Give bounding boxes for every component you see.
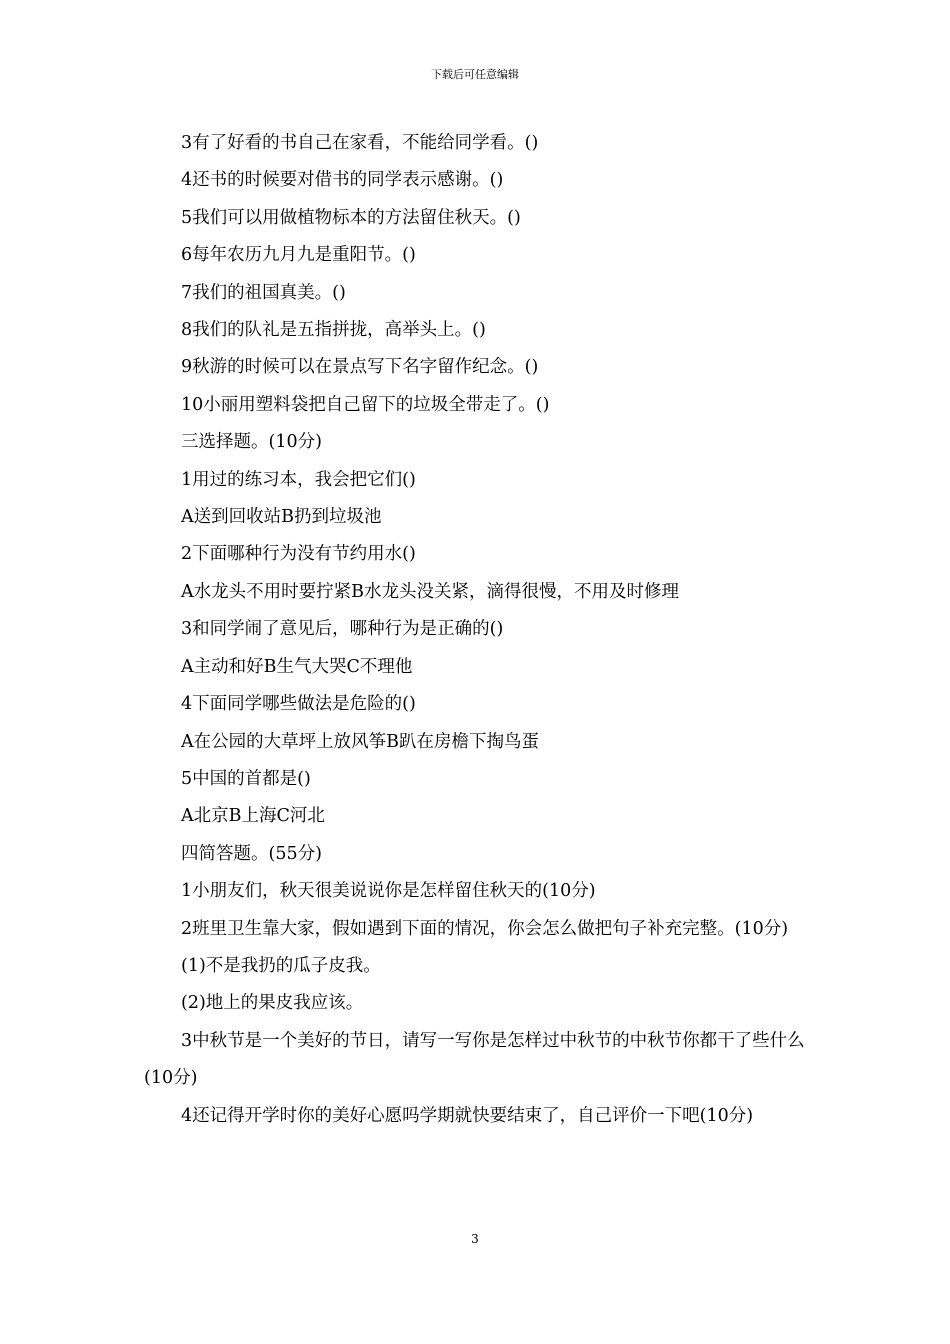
text-line: 10小丽用塑料袋把自己留下的垃圾全带走了。()	[181, 394, 550, 415]
sub-question: (2)地上的果皮我应该。	[181, 993, 364, 1014]
question: 2班里卫生靠大家，假如遇到下面的情况，你会怎么做把句子补充完整。(10分)	[181, 918, 789, 939]
question: 1用过的练习本，我会把它们()	[181, 469, 416, 490]
text-line: 4还书的时候要对借书的同学表示感谢。()	[181, 170, 504, 191]
page-header: 下载后可任意编辑	[431, 68, 519, 81]
text-line: 7我们的祖国真美。()	[181, 282, 346, 303]
question: 4还记得开学时你的美好心愿吗学期就快要结束了，自己评价一下吧(10分)	[181, 1105, 754, 1126]
text-line: 9秋游的时候可以在景点写下名字留作纪念。()	[181, 357, 539, 378]
section-heading: 四简答题。(55分)	[181, 843, 322, 864]
text-line: 3有了好看的书自己在家看，不能给同学看。()	[181, 133, 539, 153]
answer-options: A送到回收站B扔到垃圾池	[181, 507, 382, 528]
text-line: 8我们的队礼是五指拼拢，高举头上。()	[181, 320, 486, 341]
answer-options: A在公园的大草坪上放风筝B趴在房檐下掏鸟蛋	[181, 731, 539, 752]
text-line: 6每年农历九月九是重阳节。()	[181, 245, 416, 266]
text-line: 5我们可以用做植物标本的方法留住秋天。()	[181, 207, 521, 228]
question: 4下面同学哪些做法是危险的()	[181, 694, 416, 715]
answer-options: A水龙头不用时要拧紧B水龙头没关紧，滴得很慢，不用及时修理	[181, 581, 679, 602]
question: 5中国的首都是()	[181, 768, 311, 789]
question: 2下面哪种行为没有节约用水()	[181, 544, 416, 565]
question: 1小朋友们，秋天很美说说你是怎样留住秋天的(10分)	[181, 881, 596, 902]
question: 3和同学闹了意见后，哪种行为是正确的()	[181, 619, 504, 640]
answer-options: A主动和好B生气大哭C不理他	[181, 656, 413, 677]
sub-question: (1)不是我扔的瓜子皮我。	[181, 955, 381, 976]
answer-options: A北京B上海C河北	[181, 806, 325, 827]
page-number: 3	[471, 1232, 479, 1246]
document-body	[144, 125, 812, 1135]
section-heading: 三选择题。(10分)	[181, 432, 322, 453]
question: 3中秋节是一个美好的节日，请写一写你是怎样过中秋节的中秋节你都干了些什么(10分)	[144, 1030, 805, 1089]
